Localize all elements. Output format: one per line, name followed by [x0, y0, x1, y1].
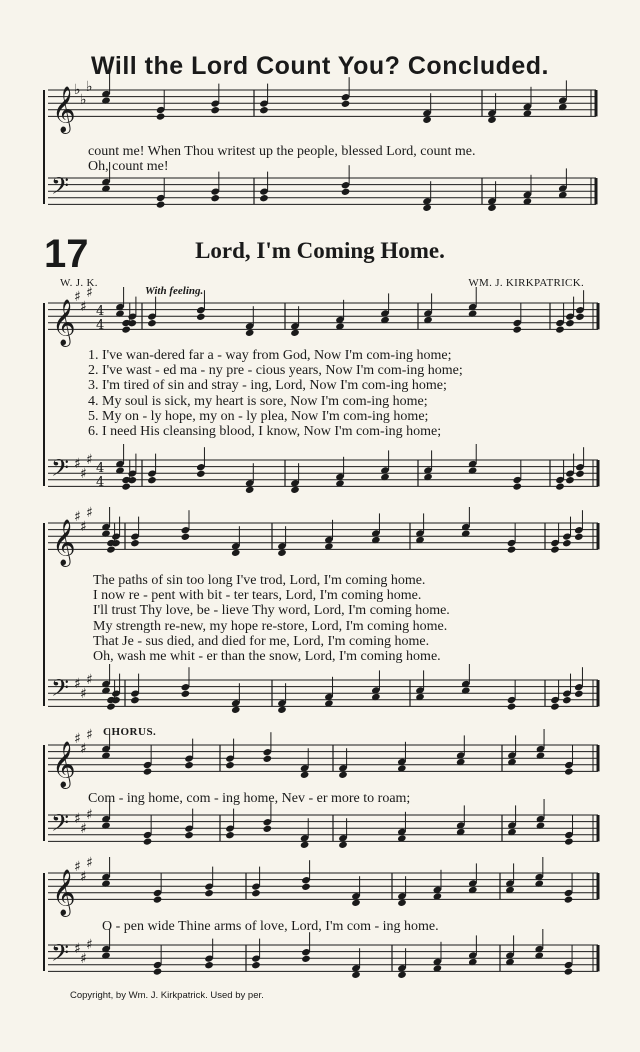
- note-head: [210, 194, 220, 202]
- note-head: [341, 100, 351, 108]
- note-head: [181, 533, 191, 541]
- lyric-line: 6. I need His cleansing blood, I know, Now I'm com-ing home;: [88, 424, 442, 440]
- key-signature-icon: ♭: [74, 82, 81, 98]
- lyric-line: My strength re-new, my hope re-store, Lord, I'm coming home.: [93, 618, 448, 634]
- key-signature-icon: ♭: [86, 79, 93, 95]
- key-signature-icon: ♯: [74, 676, 81, 692]
- treble-clef-icon: 𝄞: [52, 869, 76, 916]
- lyric-line: count me! When Thou writest up the people, blessed Lord, count me.: [88, 144, 476, 159]
- treble-clef-icon: 𝄞: [52, 86, 76, 133]
- lyric-line: That Je - sus died, and died for me, Lord, I'm coming home.: [93, 633, 430, 649]
- key-signature-icon: ♯: [80, 299, 87, 315]
- key-signature-icon: ♯: [86, 505, 93, 521]
- tempo-marking: With feeling.: [145, 285, 204, 297]
- note-head: [251, 889, 261, 897]
- note-head: [550, 702, 560, 710]
- note-head: [574, 533, 584, 541]
- note-head: [555, 482, 565, 490]
- lyric-line: 5. My on - ly hope, my on - ly plea, Now I'm com-ing home;: [88, 408, 429, 424]
- lyric-line: Oh, wash me whit - er than the snow, Lord, I'm coming home.: [93, 649, 441, 665]
- note-head: [106, 545, 116, 553]
- note-head: [507, 702, 517, 710]
- lyric-line: 3. I'm tired of sin and stray - ing, Lord, Now I'm com-ing home;: [88, 378, 447, 394]
- note-head: [147, 476, 157, 484]
- bass-clef-icon: 𝄢: [51, 939, 70, 972]
- note-head: [564, 967, 574, 975]
- treble-clef-icon: 𝄞: [52, 299, 76, 346]
- key-signature-icon: ♯: [74, 456, 81, 472]
- bass-clef-icon: 𝄢: [51, 172, 70, 205]
- note-head: [507, 545, 517, 553]
- note-head: [106, 702, 116, 710]
- note-head: [263, 755, 273, 763]
- bass-clef-icon: 𝄢: [51, 454, 70, 487]
- note-head: [130, 539, 140, 547]
- composer-credit: WM. J. KIRKPATRICK.: [468, 277, 584, 289]
- note-head: [204, 961, 214, 969]
- note-head: [196, 313, 206, 321]
- note-head: [263, 825, 273, 833]
- note-head: [156, 200, 166, 208]
- note-head: [196, 470, 206, 478]
- lyric-line: 2. I've wast - ed ma - ny pre - cious years, Now I'm com-ing home;: [88, 363, 463, 379]
- note-head: [153, 895, 163, 903]
- key-signature-icon: ♯: [80, 686, 87, 702]
- note-head: [512, 325, 522, 333]
- key-signature-icon: ♯: [80, 466, 87, 482]
- time-signature-icon: 4: [96, 304, 105, 319]
- note-head: [574, 690, 584, 698]
- note-head: [564, 767, 574, 775]
- key-signature-icon: ♯: [86, 807, 93, 823]
- key-signature-icon: ♭: [80, 92, 87, 108]
- key-signature-icon: ♯: [74, 731, 81, 747]
- time-signature-icon: 4: [96, 475, 105, 490]
- time-signature-icon: 4: [96, 461, 105, 476]
- note-head: [181, 690, 191, 698]
- key-signature-icon: ♯: [86, 452, 93, 468]
- key-signature-icon: ♯: [86, 727, 93, 743]
- key-signature-icon: ♯: [86, 285, 93, 301]
- note-head: [147, 319, 157, 327]
- bass-clef-icon: 𝄢: [51, 809, 70, 842]
- note-head: [564, 837, 574, 845]
- copyright-notice: Copyright, by Wm. J. Kirkpatrick. Used by per.: [70, 990, 264, 1001]
- note-head: [143, 767, 153, 775]
- note-head: [301, 955, 311, 963]
- key-signature-icon: ♯: [80, 821, 87, 837]
- note-head: [341, 188, 351, 196]
- note-head: [562, 539, 572, 547]
- note-head: [121, 482, 131, 490]
- note-head: [301, 883, 311, 891]
- chorus-lyric-line-2: O - pen wide Thine arms of love, Lord, I'm com - ing home.: [102, 919, 439, 934]
- note-head: [259, 106, 269, 114]
- key-signature-icon: ♯: [86, 937, 93, 953]
- key-signature-icon: ♯: [74, 289, 81, 305]
- key-signature-icon: ♯: [74, 859, 81, 875]
- key-signature-icon: ♯: [80, 741, 87, 757]
- note-head: [210, 106, 220, 114]
- note-head: [204, 889, 214, 897]
- note-head: [184, 761, 194, 769]
- lyric-line: The paths of sin too long I've trod, Lord, I'm coming home.: [93, 573, 426, 588]
- note-head: [562, 696, 572, 704]
- key-signature-icon: ♯: [80, 951, 87, 967]
- note-head: [143, 837, 153, 845]
- time-signature-icon: 4: [96, 318, 105, 333]
- lyric-line: 1. I've wan-dered far a - way from God, Now I'm com-ing home;: [88, 348, 452, 363]
- lyric-line: 4. My soul is sick, my heart is sore, Now I'm com-ing home;: [88, 393, 428, 409]
- note-head: [184, 831, 194, 839]
- note-head: [575, 313, 585, 321]
- key-signature-icon: ♯: [74, 509, 81, 525]
- note-head: [251, 961, 261, 969]
- lyricist-credit: W. J. K.: [60, 277, 98, 289]
- note-head: [575, 470, 585, 478]
- lyric-line: Oh, count me!: [88, 159, 169, 175]
- hymn-title: Lord, I'm Coming Home.: [195, 238, 445, 263]
- hymn-number: 17: [44, 232, 89, 276]
- note-head: [550, 545, 560, 553]
- lyric-line: I'll trust Thy love, be - lieve Thy word, Lord, I'm coming home.: [93, 603, 450, 619]
- note-head: [130, 696, 140, 704]
- key-signature-icon: ♯: [80, 519, 87, 535]
- note-head: [156, 112, 166, 120]
- key-signature-icon: ♯: [86, 672, 93, 688]
- note-head: [128, 476, 138, 484]
- note-head: [225, 831, 235, 839]
- note-head: [564, 895, 574, 903]
- treble-clef-icon: 𝄞: [52, 741, 76, 788]
- lyric-line: I now re - pent with bit - ter tears, Lord, I'm coming home.: [93, 588, 422, 604]
- note-head: [565, 476, 575, 484]
- chorus-label: CHORUS.: [103, 726, 157, 738]
- note-head: [565, 319, 575, 327]
- note-head: [128, 319, 138, 327]
- key-signature-icon: ♯: [86, 855, 93, 871]
- chorus-lyric-line-1: Com - ing home, com - ing home, Nev - er more to roam;: [88, 791, 411, 806]
- note-head: [153, 967, 163, 975]
- note-head: [259, 194, 269, 202]
- note-head: [512, 482, 522, 490]
- key-signature-icon: ♯: [80, 869, 87, 885]
- key-signature-icon: ♯: [74, 811, 81, 827]
- continued-hymn-title: Will the Lord Count You? Concluded.: [91, 52, 549, 80]
- treble-clef-icon: 𝄞: [52, 519, 76, 566]
- bass-clef-icon: 𝄢: [51, 674, 70, 707]
- note-head: [225, 761, 235, 769]
- note-head: [555, 325, 565, 333]
- note-head: [121, 325, 131, 333]
- key-signature-icon: ♯: [74, 941, 81, 957]
